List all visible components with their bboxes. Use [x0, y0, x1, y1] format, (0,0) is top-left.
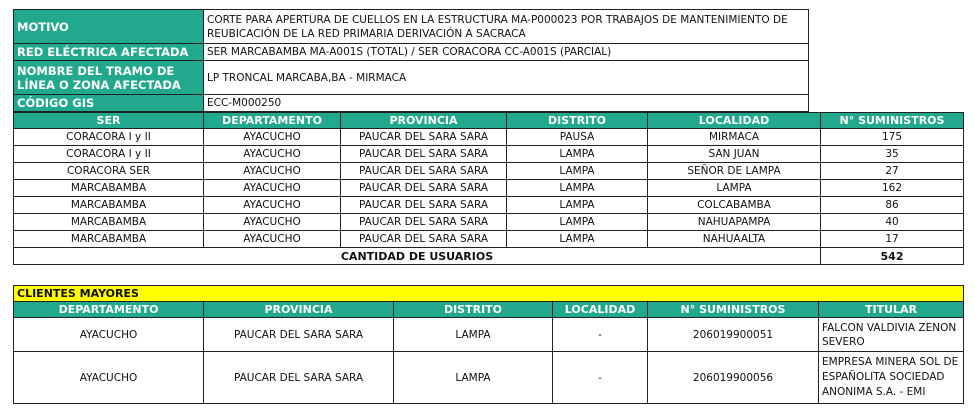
cell-departamento: AYACUCHO [14, 352, 204, 404]
cell-suministros: 206019900056 [648, 352, 819, 404]
motivo-value: CORTE PARA APERTURA DE CUELLOS EN LA ESTRUCTURA MA-P000023 POR TRABAJOS DE MANTENIMIENTO DE REUBICACIÓN DE LA RED PRIMARIA DERIVACIÓN A SACRACA [204, 10, 809, 44]
tramo-value: LP TRONCAL MARCABA,BA - MIRMACA [204, 61, 809, 95]
cell-ser: MARCABAMBA [14, 180, 204, 197]
total-row [14, 248, 964, 265]
cell-ser: MARCABAMBA [14, 197, 204, 214]
gis-value: ECC-M000250 [204, 95, 809, 112]
cell-localidad: SEÑOR DE LAMPA [648, 163, 821, 180]
cell-localidad: - [553, 352, 648, 404]
table-row [14, 146, 964, 163]
cell-ser: CORACORA I y II [14, 146, 204, 163]
clients-title: CLIENTES MAYORES [14, 286, 964, 302]
cell-ser: CORACORA I y II [14, 129, 204, 146]
cell-localidad: - [553, 318, 648, 352]
supply-table [13, 112, 964, 265]
cell-departamento: AYACUCHO [14, 318, 204, 352]
cell-distrito: LAMPA [507, 146, 648, 163]
cell-provincia: PAUCAR DEL SARA SARA [341, 180, 507, 197]
col-header-localidad: LOCALIDAD [648, 113, 821, 129]
col-header-provincia: PROVINCIA [204, 302, 394, 318]
red-value: SER MARCABAMBA MA-A001S (TOTAL) / SER CORACORA CC-A001S (PARCIAL) [204, 44, 809, 61]
info-table [13, 9, 809, 112]
motivo-label: MOTIVO [14, 10, 204, 44]
cell-provincia: PAUCAR DEL SARA SARA [341, 129, 507, 146]
cell-titular: EMPRESA MINERA SOL DE ESPAÑOLITA SOCIEDAD ANONIMA S.A. - EMI [819, 352, 964, 404]
cell-suministros: 86 [821, 197, 964, 214]
cell-ser: MARCABAMBA [14, 214, 204, 231]
col-header-distrito: DISTRITO [394, 302, 553, 318]
cell-departamento: AYACUCHO [204, 231, 341, 248]
table-row [14, 352, 964, 404]
cell-localidad: SAN JUAN [648, 146, 821, 163]
table-row [14, 214, 964, 231]
cell-localidad: MIRMACA [648, 129, 821, 146]
col-header-provincia: PROVINCIA [341, 113, 507, 129]
total-value: 542 [821, 248, 964, 265]
cell-localidad: LAMPA [648, 180, 821, 197]
cell-suministros: 35 [821, 146, 964, 163]
cell-localidad: COLCABAMBA [648, 197, 821, 214]
cell-titular: FALCON VALDIVIA ZENON SEVERO [819, 318, 964, 352]
cell-distrito: LAMPA [507, 197, 648, 214]
cell-provincia: PAUCAR DEL SARA SARA [341, 146, 507, 163]
cell-localidad: NAHUAALTA [648, 231, 821, 248]
cell-ser: MARCABAMBA [14, 231, 204, 248]
cell-distrito: LAMPA [394, 318, 553, 352]
table-row [14, 197, 964, 214]
cell-distrito: PAUSA [507, 129, 648, 146]
cell-departamento: AYACUCHO [204, 197, 341, 214]
gis-label: CÓDIGO GIS [14, 95, 204, 112]
cell-distrito: LAMPA [507, 180, 648, 197]
cell-provincia: PAUCAR DEL SARA SARA [341, 231, 507, 248]
tramo-label: NOMBRE DEL TRAMO DE LÍNEA O ZONA AFECTADA [14, 61, 204, 95]
clients-table [13, 285, 964, 404]
table-row [14, 163, 964, 180]
cell-provincia: PAUCAR DEL SARA SARA [341, 197, 507, 214]
cell-provincia: PAUCAR DEL SARA SARA [204, 318, 394, 352]
cell-departamento: AYACUCHO [204, 146, 341, 163]
cell-departamento: AYACUCHO [204, 129, 341, 146]
cell-suministros: 162 [821, 180, 964, 197]
table-row [14, 318, 964, 352]
cell-departamento: AYACUCHO [204, 214, 341, 231]
cell-suministros: 206019900051 [648, 318, 819, 352]
col-header-suministros: N° SUMINISTROS [648, 302, 819, 318]
table-row [14, 180, 964, 197]
cell-provincia: PAUCAR DEL SARA SARA [341, 214, 507, 231]
col-header-localidad: LOCALIDAD [553, 302, 648, 318]
cell-localidad: NAHUAPAMPA [648, 214, 821, 231]
cell-suministros: 40 [821, 214, 964, 231]
cell-distrito: LAMPA [507, 214, 648, 231]
table-row [14, 231, 964, 248]
total-label: CANTIDAD DE USUARIOS [14, 248, 821, 265]
cell-distrito: LAMPA [394, 352, 553, 404]
cell-distrito: LAMPA [507, 231, 648, 248]
col-header-departamento: DEPARTAMENTO [14, 302, 204, 318]
col-header-suministros: N° SUMINISTROS [821, 113, 964, 129]
cell-distrito: LAMPA [507, 163, 648, 180]
cell-departamento: AYACUCHO [204, 180, 341, 197]
cell-suministros: 27 [821, 163, 964, 180]
col-header-ser: SER [14, 113, 204, 129]
table-row [14, 129, 964, 146]
cell-ser: CORACORA SER [14, 163, 204, 180]
cell-suministros: 17 [821, 231, 964, 248]
red-label: RED ELÉCTRICA AFECTADA [14, 44, 204, 61]
col-header-distrito: DISTRITO [507, 113, 648, 129]
cell-departamento: AYACUCHO [204, 163, 341, 180]
col-header-departamento: DEPARTAMENTO [204, 113, 341, 129]
cell-provincia: PAUCAR DEL SARA SARA [341, 163, 507, 180]
col-header-titular: TITULAR [819, 302, 964, 318]
cell-provincia: PAUCAR DEL SARA SARA [204, 352, 394, 404]
cell-suministros: 175 [821, 129, 964, 146]
